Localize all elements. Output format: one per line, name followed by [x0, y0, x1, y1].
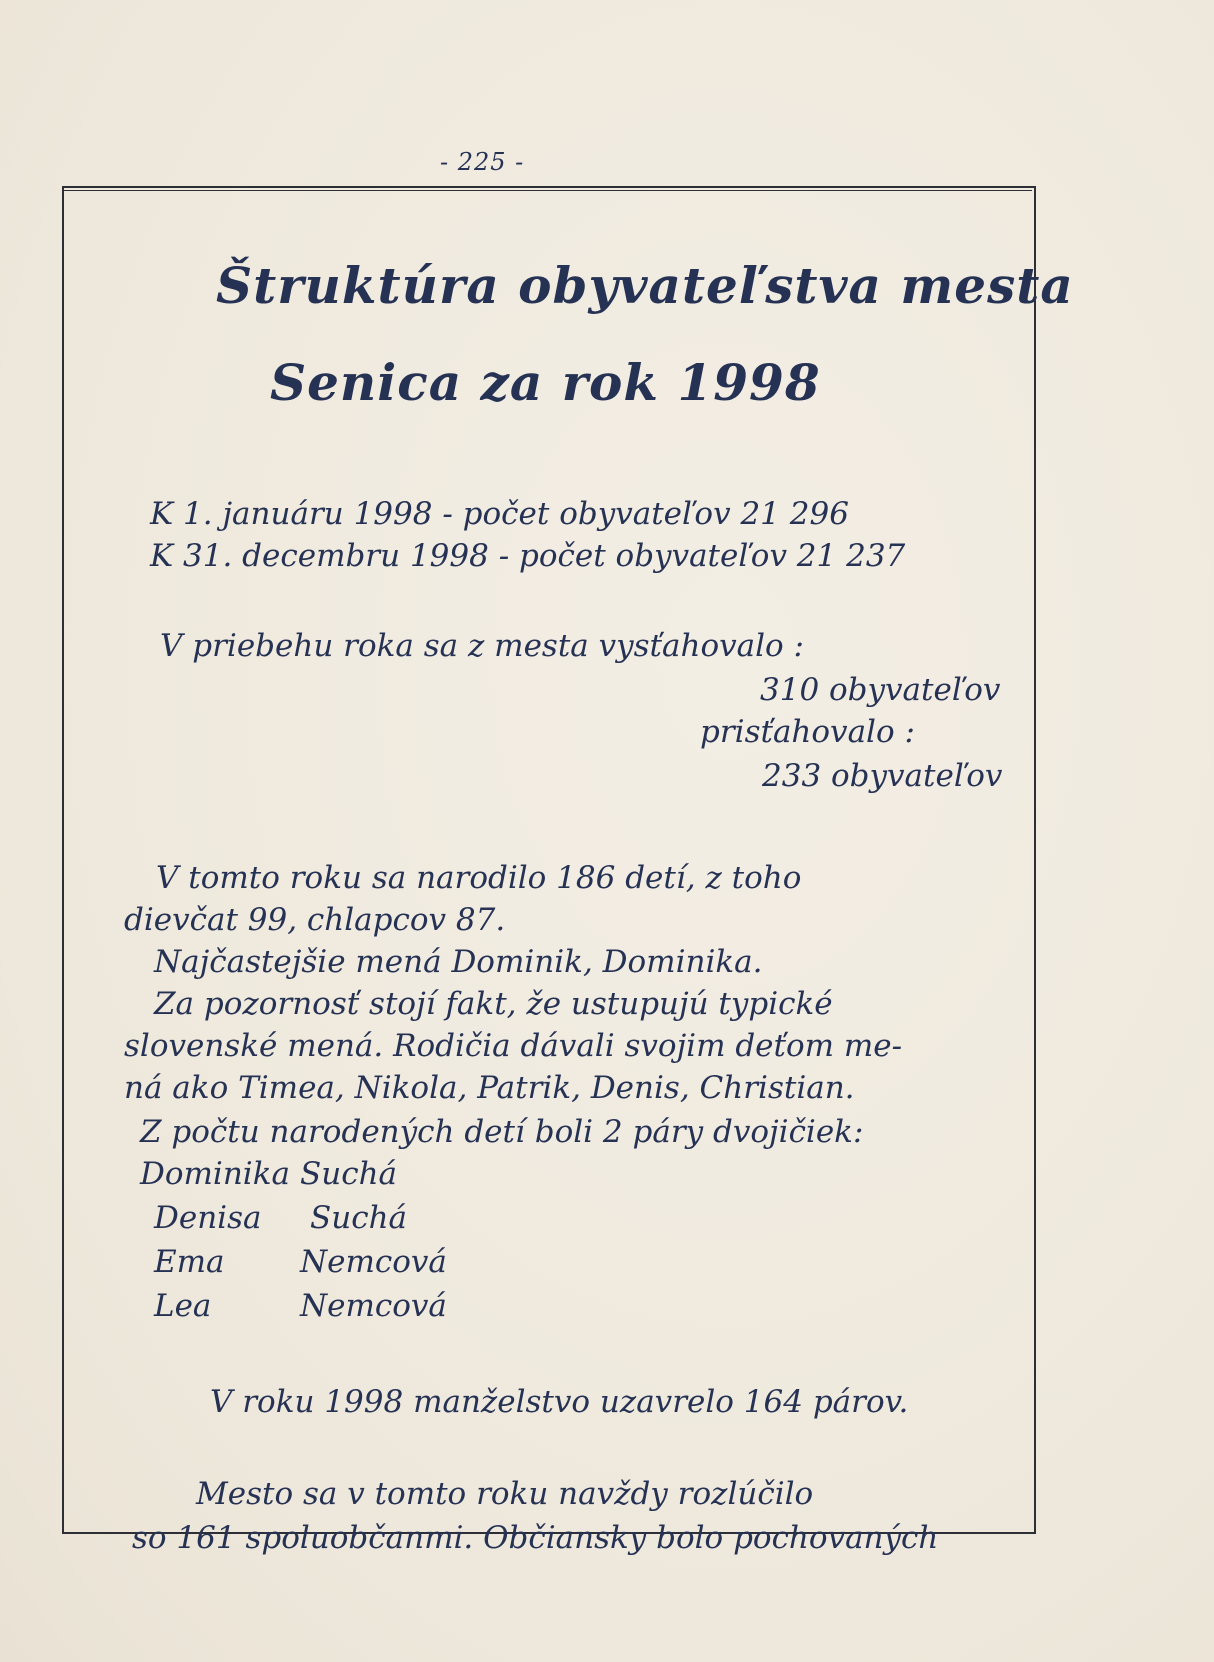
twin-surname: Suchá — [300, 1156, 398, 1192]
names-note-2: slovenské mená. Rodičia dávali svojim deťom me- — [124, 1028, 903, 1064]
stat-january: K 1. januáru 1998 - počet obyvateľov 21 296 — [150, 496, 849, 532]
births-line-1: V tomto roku sa narodilo 186 detí, z toho — [156, 860, 802, 896]
migration-in-label: prisťahovalo : — [700, 714, 915, 750]
twin-surname: Nemcová — [300, 1244, 447, 1280]
title-line-2: Senica za rok 1998 — [270, 353, 821, 412]
migration-intro: V priebehu roka sa z mesta vysťahovalo : — [160, 628, 804, 664]
twin-first-name: Ema — [154, 1244, 225, 1280]
twin-surname: Nemcová — [300, 1288, 447, 1324]
names-note-3: ná ako Timea, Nikola, Patrik, Denis, Christian. — [124, 1070, 855, 1106]
names-note-1: Za pozornosť stojí fakt, že ustupujú typické — [154, 986, 833, 1022]
deaths-line-2: so 161 spoluobčanmi. Občiansky bolo pochovaných — [132, 1520, 939, 1556]
stat-december: K 31. decembru 1998 - počet obyvateľov 21 237 — [150, 538, 906, 574]
deaths-line-1: Mesto sa v tomto roku navždy rozlúčilo — [196, 1476, 814, 1512]
twin-first-name: Dominika — [140, 1156, 290, 1192]
title-line-1: Štruktúra obyvateľstva mesta — [216, 256, 1074, 315]
twin-first-name: Lea — [154, 1288, 212, 1324]
common-names: Najčastejšie mená Dominik, Dominika. — [154, 944, 763, 980]
marriages-line: V roku 1998 manželstvo uzavrelo 164 párov. — [210, 1384, 909, 1420]
migration-out-count: 310 obyvateľov — [760, 672, 1001, 708]
twin-surname: Suchá — [310, 1200, 408, 1236]
births-line-2: dievčat 99, chlapcov 87. — [124, 902, 506, 938]
migration-in-count: 233 obyvateľov — [762, 758, 1003, 794]
twin-first-name: Denisa — [154, 1200, 262, 1236]
page-number: - 225 - — [440, 148, 525, 176]
twins-intro: Z počtu narodených detí boli 2 páry dvojičiek: — [140, 1114, 864, 1150]
